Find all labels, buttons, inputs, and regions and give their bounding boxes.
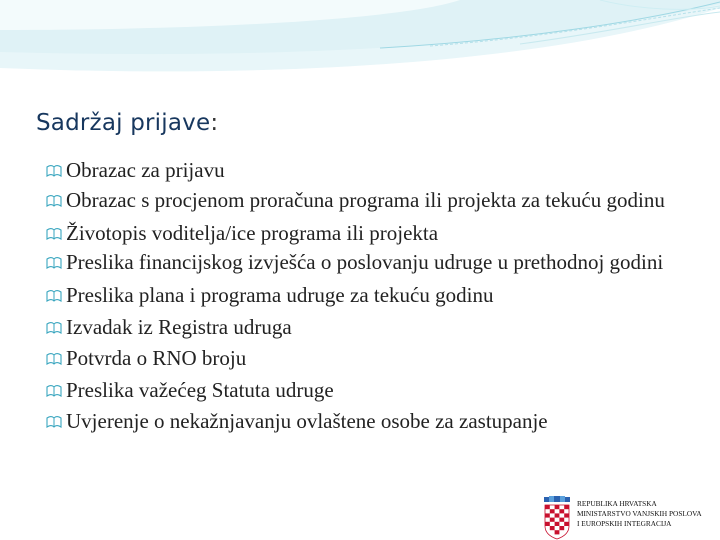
list-item-text: Obrazac za prijavu <box>66 158 225 182</box>
list-item <box>46 249 686 276</box>
book-bullet-icon <box>46 289 62 302</box>
ministry-line-1: REPUBLIKA HRVATSKA <box>577 499 657 508</box>
list-item-text: Preslika plana i programa udruge za tekuću godinu <box>66 283 494 307</box>
list-item-text: Izvadak iz Registra udruga <box>66 314 292 339</box>
book-bullet-icon <box>46 321 62 334</box>
croatian-coat-of-arms-icon <box>541 496 573 540</box>
requirements-list <box>46 155 686 438</box>
list-item <box>46 406 686 438</box>
ministry-line-3: I EUROPSKIH INTEGRACIJA <box>577 519 672 528</box>
list-item-text: Preslika financijskog izvješća o poslovanju udruge u prethodnoj godini <box>66 250 664 274</box>
ministry-name <box>577 499 702 529</box>
book-bullet-icon <box>46 194 62 207</box>
list-item-text: Obrazac s procjenom proračuna programa ili projekta za tekuću godinu <box>66 187 665 212</box>
list-item-text: Preslika važećeg Statuta udruge <box>66 377 334 402</box>
slide-title-text: Sadržaj prijave <box>36 110 211 136</box>
book-bullet-icon <box>46 227 62 240</box>
list-item-text: Potvrda o RNO broju <box>66 346 247 370</box>
slide-title <box>36 110 218 136</box>
slide-title-colon: : <box>210 110 219 136</box>
ministry-logo <box>541 496 720 540</box>
list-item-text: Uvjerenje o nekažnjavanju ovlaštene osobe za zastupanje <box>66 409 548 433</box>
list-item <box>46 343 686 375</box>
book-bullet-icon <box>46 164 62 177</box>
list-item <box>46 155 686 187</box>
book-bullet-icon <box>46 352 62 365</box>
book-bullet-icon <box>46 384 62 397</box>
book-bullet-icon <box>46 256 62 269</box>
book-bullet-icon <box>46 415 62 428</box>
header-wave-decoration <box>0 0 720 80</box>
list-item <box>46 375 686 407</box>
ministry-line-2: MINISTARSTVO VANJSKIH POSLOVA <box>577 509 702 518</box>
list-item <box>46 280 686 312</box>
list-item-text: Životopis voditelja/ice programa ili projekta <box>66 220 439 245</box>
list-item <box>46 187 686 214</box>
list-item <box>46 218 686 250</box>
list-item <box>46 312 686 344</box>
